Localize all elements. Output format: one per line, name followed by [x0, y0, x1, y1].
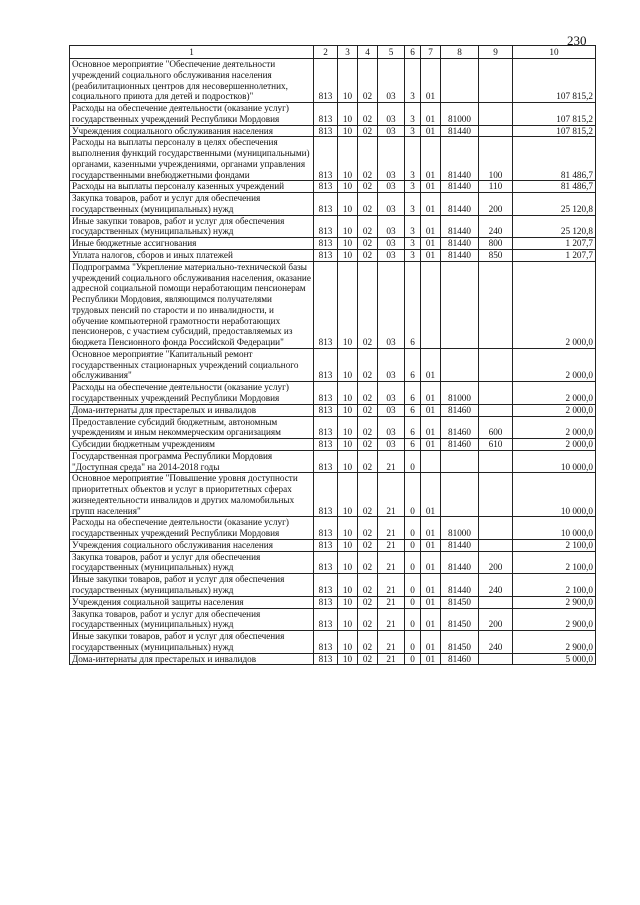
code-program: 21: [378, 450, 405, 473]
code-subprogram: 6: [405, 348, 421, 381]
code-subprogram: 0: [405, 450, 421, 473]
code-ministry: 813: [314, 59, 338, 103]
code-event: 01: [421, 608, 441, 631]
code-section: 10: [338, 59, 358, 103]
amount: 25 120,8: [513, 193, 596, 216]
amount: 81 486,7: [513, 137, 596, 181]
row-description: Расходы на обеспечение деятельности (оказание услуг) государственных учреждений Республики Мордовия: [70, 103, 314, 126]
code-direction: 81440: [441, 551, 479, 574]
code-event: 01: [421, 596, 441, 608]
code-event: 01: [421, 574, 441, 597]
code-section: 10: [338, 103, 358, 126]
amount: 10 000,0: [513, 517, 596, 540]
code-subprogram: 3: [405, 215, 421, 238]
code-event: 01: [421, 181, 441, 193]
col-header: 8: [441, 46, 479, 59]
code-subsection: 02: [358, 238, 378, 250]
amount: 107 815,2: [513, 59, 596, 103]
code-subprogram: 0: [405, 608, 421, 631]
code-subprogram: 6: [405, 416, 421, 439]
code-ministry: 813: [314, 574, 338, 597]
code-expense-type: [479, 596, 513, 608]
code-subsection: 02: [358, 517, 378, 540]
code-direction: 81440: [441, 137, 479, 181]
row-description: Основное мероприятие "Повышение уровня доступности приоритетных объектов и услуг в приоритетных сферах жизнедеятельности инвалидов и других маломобильных групп населения": [70, 473, 314, 517]
code-section: 10: [338, 631, 358, 654]
amount: 2 100,0: [513, 539, 596, 551]
row-description: Расходы на обеспечение деятельности (оказание услуг) государственных учреждений Республики Мордовия: [70, 382, 314, 405]
amount: 81 486,7: [513, 181, 596, 193]
row-description: Расходы на обеспечение деятельности (оказание услуг) государственных учреждений Республики Мордовия: [70, 517, 314, 540]
col-header: 5: [378, 46, 405, 59]
code-subprogram: 3: [405, 59, 421, 103]
code-subsection: 02: [358, 596, 378, 608]
code-subsection: 02: [358, 250, 378, 262]
table-row: [70, 215, 596, 238]
code-direction: 81460: [441, 439, 479, 451]
code-subsection: 02: [358, 473, 378, 517]
code-event: 01: [421, 653, 441, 665]
code-expense-type: 200: [479, 193, 513, 216]
amount: 2 000,0: [513, 416, 596, 439]
row-description: Подпрограмма "Укрепление материально-технической базы учреждений социального обслуживания населения, оказание адресной социальной помощи неработающим пенсионерам Республики Мордовия, являющимся получателями трудовых пенсий по старости и по инвалидности, и обучение компьютерной грамотности неработающих пенсионеров, с участием субсидий, предоставляемых из бюджета Пенсионного фонда Российской Федерации": [70, 261, 314, 348]
table-row: [70, 59, 596, 103]
table-row: [70, 193, 596, 216]
code-direction: [441, 348, 479, 381]
table-row: [70, 181, 596, 193]
row-description: Учреждения социального обслуживания населения: [70, 125, 314, 137]
page-number: 230: [567, 33, 587, 48]
code-expense-type: [479, 653, 513, 665]
table-row: [70, 596, 596, 608]
row-description: Расходы на выплаты персоналу казенных учреждений: [70, 181, 314, 193]
row-description: Уплата налогов, сборов и иных платежей: [70, 250, 314, 262]
code-program: 21: [378, 631, 405, 654]
code-event: [421, 450, 441, 473]
code-ministry: 813: [314, 261, 338, 348]
code-subsection: 02: [358, 382, 378, 405]
amount: 107 815,2: [513, 125, 596, 137]
code-section: 10: [338, 250, 358, 262]
code-subprogram: 3: [405, 137, 421, 181]
code-subprogram: 3: [405, 125, 421, 137]
code-ministry: 813: [314, 608, 338, 631]
code-event: 01: [421, 137, 441, 181]
code-direction: 81460: [441, 653, 479, 665]
table-row: [70, 450, 596, 473]
code-direction: [441, 450, 479, 473]
row-description: Расходы на выплаты персоналу в целях обеспечения выполнения функций государственными (муниципальными) органами, казенными учреждениями, органами управления государственными внебюджетными фондами: [70, 137, 314, 181]
code-program: 21: [378, 574, 405, 597]
table-row: [70, 416, 596, 439]
code-subsection: 02: [358, 215, 378, 238]
code-program: 03: [378, 250, 405, 262]
code-subsection: 02: [358, 137, 378, 181]
code-section: 10: [338, 137, 358, 181]
code-subsection: 02: [358, 103, 378, 126]
code-ministry: 813: [314, 125, 338, 137]
code-subprogram: 3: [405, 193, 421, 216]
code-section: 10: [338, 181, 358, 193]
row-description: Закупка товаров, работ и услуг для обеспечения государственных (муниципальных) нужд: [70, 551, 314, 574]
table-row: [70, 574, 596, 597]
code-subprogram: 6: [405, 382, 421, 405]
code-program: 03: [378, 404, 405, 416]
code-expense-type: 600: [479, 416, 513, 439]
code-ministry: 813: [314, 596, 338, 608]
code-event: 01: [421, 631, 441, 654]
code-section: 10: [338, 261, 358, 348]
col-header: 7: [421, 46, 441, 59]
col-header: 1: [70, 46, 314, 59]
amount: 2 000,0: [513, 261, 596, 348]
row-description: Основное мероприятие "Капитальный ремонт государственных стационарных учреждений социального обслуживания": [70, 348, 314, 381]
code-direction: 81000: [441, 382, 479, 405]
code-expense-type: [479, 450, 513, 473]
code-subprogram: 0: [405, 473, 421, 517]
code-program: 03: [378, 193, 405, 216]
row-description: Дома-интернаты для престарелых и инвалидов: [70, 653, 314, 665]
code-subsection: 02: [358, 59, 378, 103]
code-ministry: 813: [314, 539, 338, 551]
table-row: [70, 517, 596, 540]
code-subsection: 02: [358, 261, 378, 348]
table-row: [70, 473, 596, 517]
table-row: [70, 137, 596, 181]
code-subprogram: 3: [405, 238, 421, 250]
row-description: Государственная программа Республики Мордовия "Доступная среда" на 2014-2018 годы: [70, 450, 314, 473]
table-row: [70, 653, 596, 665]
code-ministry: 813: [314, 517, 338, 540]
code-section: 10: [338, 348, 358, 381]
row-description: Учреждения социального обслуживания населения: [70, 539, 314, 551]
code-event: 01: [421, 215, 441, 238]
table-row: [70, 238, 596, 250]
code-subprogram: 6: [405, 404, 421, 416]
col-header: 10: [513, 46, 596, 59]
code-section: 10: [338, 439, 358, 451]
code-direction: 81440: [441, 250, 479, 262]
code-expense-type: 200: [479, 551, 513, 574]
row-description: Иные закупки товаров, работ и услуг для обеспечения государственных (муниципальных) нужд: [70, 215, 314, 238]
code-program: 21: [378, 517, 405, 540]
code-ministry: 813: [314, 382, 338, 405]
row-description: Субсидии бюджетным учреждениям: [70, 439, 314, 451]
row-description: Дома-интернаты для престарелых и инвалидов: [70, 404, 314, 416]
code-section: 10: [338, 404, 358, 416]
code-direction: 81000: [441, 517, 479, 540]
code-direction: 81440: [441, 181, 479, 193]
code-subsection: 02: [358, 653, 378, 665]
code-ministry: 813: [314, 551, 338, 574]
code-program: 21: [378, 653, 405, 665]
amount: 1 207,7: [513, 250, 596, 262]
amount: 2 900,0: [513, 596, 596, 608]
code-ministry: 813: [314, 450, 338, 473]
code-event: 01: [421, 59, 441, 103]
code-ministry: 813: [314, 348, 338, 381]
code-subprogram: 0: [405, 539, 421, 551]
code-section: 10: [338, 653, 358, 665]
code-event: 01: [421, 125, 441, 137]
table-row: [70, 103, 596, 126]
code-event: 01: [421, 103, 441, 126]
amount: 2 100,0: [513, 551, 596, 574]
code-ministry: 813: [314, 653, 338, 665]
amount: 10 000,0: [513, 450, 596, 473]
code-subsection: 02: [358, 539, 378, 551]
code-direction: [441, 473, 479, 517]
table-row: [70, 404, 596, 416]
row-description: Предоставление субсидий бюджетным, автономным учреждениям и иным некоммерческим организациям: [70, 416, 314, 439]
table-row: [70, 348, 596, 381]
row-description: Закупка товаров, работ и услуг для обеспечения государственных (муниципальных) нужд: [70, 608, 314, 631]
code-program: 03: [378, 261, 405, 348]
amount: 2 000,0: [513, 439, 596, 451]
code-section: 10: [338, 551, 358, 574]
code-section: 10: [338, 125, 358, 137]
amount: 5 000,0: [513, 653, 596, 665]
code-event: 01: [421, 348, 441, 381]
code-section: 10: [338, 517, 358, 540]
code-section: 10: [338, 596, 358, 608]
code-subsection: 02: [358, 551, 378, 574]
code-expense-type: [479, 473, 513, 517]
code-subsection: 02: [358, 348, 378, 381]
code-ministry: 813: [314, 103, 338, 126]
code-direction: [441, 261, 479, 348]
code-section: 10: [338, 608, 358, 631]
code-ministry: 813: [314, 473, 338, 517]
code-subprogram: 0: [405, 574, 421, 597]
amount: 10 000,0: [513, 473, 596, 517]
code-program: 03: [378, 416, 405, 439]
code-ministry: 813: [314, 193, 338, 216]
amount: 2 000,0: [513, 382, 596, 405]
code-expense-type: 800: [479, 238, 513, 250]
code-event: 01: [421, 539, 441, 551]
code-expense-type: 200: [479, 608, 513, 631]
code-program: 21: [378, 596, 405, 608]
code-program: 03: [378, 215, 405, 238]
code-expense-type: [479, 103, 513, 126]
code-program: 03: [378, 125, 405, 137]
row-description: Иные бюджетные ассигнования: [70, 238, 314, 250]
code-section: 10: [338, 539, 358, 551]
code-expense-type: [479, 125, 513, 137]
code-event: 01: [421, 382, 441, 405]
table-row: [70, 631, 596, 654]
code-expense-type: [479, 517, 513, 540]
table-row: [70, 382, 596, 405]
row-description: Иные закупки товаров, работ и услуг для обеспечения государственных (муниципальных) нужд: [70, 631, 314, 654]
code-program: 21: [378, 473, 405, 517]
code-subprogram: 3: [405, 181, 421, 193]
code-direction: 81440: [441, 539, 479, 551]
col-header: 6: [405, 46, 421, 59]
code-expense-type: 110: [479, 181, 513, 193]
code-direction: 81440: [441, 574, 479, 597]
code-subprogram: 0: [405, 653, 421, 665]
table-row: [70, 125, 596, 137]
code-direction: 81450: [441, 631, 479, 654]
code-event: 01: [421, 517, 441, 540]
code-subprogram: 3: [405, 250, 421, 262]
code-subsection: 02: [358, 193, 378, 216]
code-event: 01: [421, 238, 441, 250]
col-header: 2: [314, 46, 338, 59]
code-program: 03: [378, 59, 405, 103]
code-direction: 81460: [441, 404, 479, 416]
code-direction: 81460: [441, 416, 479, 439]
amount: 107 815,2: [513, 103, 596, 126]
budget-table: [69, 45, 596, 665]
code-section: 10: [338, 238, 358, 250]
code-program: 21: [378, 551, 405, 574]
code-event: 01: [421, 250, 441, 262]
code-expense-type: 850: [479, 250, 513, 262]
code-ministry: 813: [314, 416, 338, 439]
amount: 2 900,0: [513, 608, 596, 631]
code-program: 03: [378, 103, 405, 126]
table-row: [70, 250, 596, 262]
code-expense-type: 610: [479, 439, 513, 451]
code-section: 10: [338, 574, 358, 597]
code-event: 01: [421, 193, 441, 216]
code-ministry: 813: [314, 439, 338, 451]
code-expense-type: [479, 348, 513, 381]
code-expense-type: [479, 382, 513, 405]
code-expense-type: 100: [479, 137, 513, 181]
amount: 2 000,0: [513, 404, 596, 416]
code-expense-type: 240: [479, 215, 513, 238]
code-subprogram: 6: [405, 261, 421, 348]
code-subsection: 02: [358, 181, 378, 193]
table-row: [70, 261, 596, 348]
code-subprogram: 0: [405, 596, 421, 608]
code-subprogram: 0: [405, 551, 421, 574]
code-section: 10: [338, 450, 358, 473]
code-subsection: 02: [358, 125, 378, 137]
code-expense-type: [479, 59, 513, 103]
code-event: 01: [421, 439, 441, 451]
code-program: 03: [378, 382, 405, 405]
code-section: 10: [338, 215, 358, 238]
code-section: 10: [338, 473, 358, 517]
code-ministry: 813: [314, 250, 338, 262]
table-row: [70, 439, 596, 451]
code-program: 21: [378, 539, 405, 551]
code-direction: 81440: [441, 193, 479, 216]
code-subprogram: 3: [405, 103, 421, 126]
row-description: Закупка товаров, работ и услуг для обеспечения государственных (муниципальных) нужд: [70, 193, 314, 216]
code-direction: 81440: [441, 125, 479, 137]
code-program: 03: [378, 238, 405, 250]
code-direction: 81440: [441, 238, 479, 250]
code-program: 21: [378, 608, 405, 631]
col-header: 9: [479, 46, 513, 59]
col-header: 4: [358, 46, 378, 59]
code-section: 10: [338, 193, 358, 216]
row-description: Учреждения социальной защиты населения: [70, 596, 314, 608]
amount: 2 100,0: [513, 574, 596, 597]
code-event: 01: [421, 551, 441, 574]
code-subsection: 02: [358, 450, 378, 473]
code-event: [421, 261, 441, 348]
code-section: 10: [338, 416, 358, 439]
code-expense-type: [479, 404, 513, 416]
amount: 1 207,7: [513, 238, 596, 250]
table-row: [70, 608, 596, 631]
table-row: [70, 539, 596, 551]
code-ministry: 813: [314, 215, 338, 238]
code-expense-type: [479, 261, 513, 348]
code-subsection: 02: [358, 574, 378, 597]
code-ministry: 813: [314, 238, 338, 250]
code-ministry: 813: [314, 137, 338, 181]
col-header: 3: [338, 46, 358, 59]
code-expense-type: [479, 539, 513, 551]
table-row: [70, 551, 596, 574]
code-direction: 81440: [441, 215, 479, 238]
code-program: 03: [378, 181, 405, 193]
code-ministry: 813: [314, 404, 338, 416]
code-subsection: 02: [358, 404, 378, 416]
code-subsection: 02: [358, 631, 378, 654]
code-program: 03: [378, 439, 405, 451]
code-event: 01: [421, 404, 441, 416]
code-subsection: 02: [358, 608, 378, 631]
code-program: 03: [378, 137, 405, 181]
amount: 2 000,0: [513, 348, 596, 381]
code-subprogram: 0: [405, 517, 421, 540]
code-subsection: 02: [358, 439, 378, 451]
code-ministry: 813: [314, 631, 338, 654]
code-direction: 81450: [441, 596, 479, 608]
code-direction: [441, 59, 479, 103]
code-expense-type: 240: [479, 631, 513, 654]
code-section: 10: [338, 382, 358, 405]
amount: 25 120,8: [513, 215, 596, 238]
row-description: Основное мероприятие "Обеспечение деятельности учреждений социального обслуживания населения (реабилитационных центров для несовершеннолетних, социального приюта для детей и подростков)": [70, 59, 314, 103]
row-description: Иные закупки товаров, работ и услуг для обеспечения государственных (муниципальных) нужд: [70, 574, 314, 597]
code-subprogram: 0: [405, 631, 421, 654]
code-expense-type: 240: [479, 574, 513, 597]
code-program: 03: [378, 348, 405, 381]
table-header-row: [70, 46, 596, 59]
code-event: 01: [421, 473, 441, 517]
code-event: 01: [421, 416, 441, 439]
code-direction: 81000: [441, 103, 479, 126]
code-subprogram: 6: [405, 439, 421, 451]
code-direction: 81450: [441, 608, 479, 631]
amount: 2 900,0: [513, 631, 596, 654]
code-ministry: 813: [314, 181, 338, 193]
code-subsection: 02: [358, 416, 378, 439]
